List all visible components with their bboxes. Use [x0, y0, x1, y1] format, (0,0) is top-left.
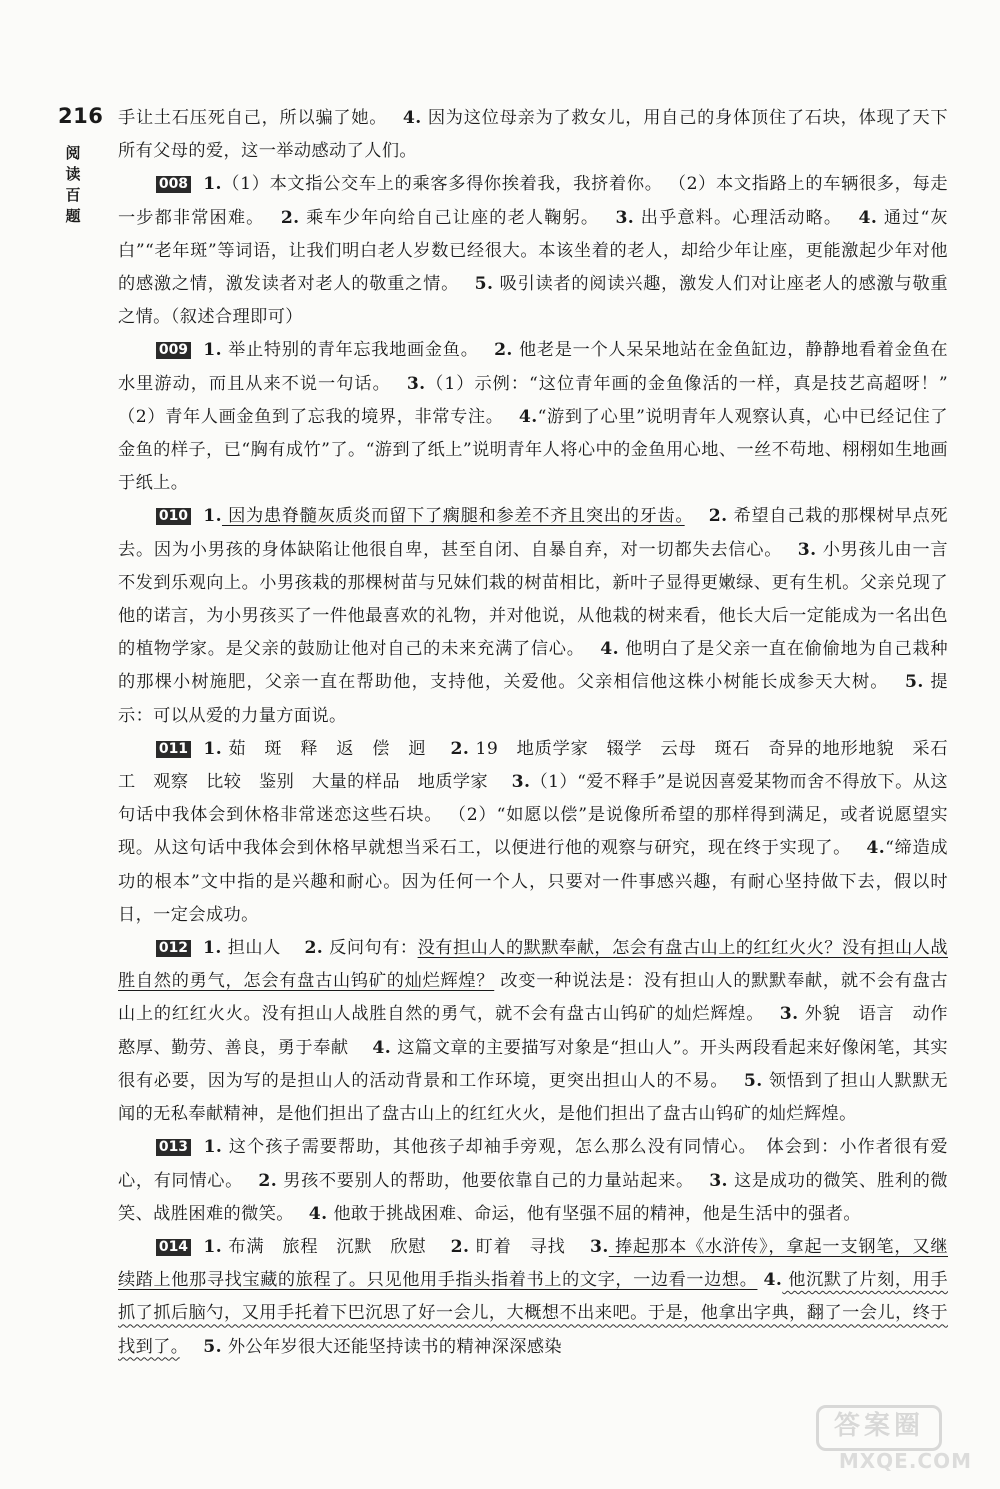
side-label-char: 百 — [65, 186, 81, 204]
section-side-label — [63, 143, 83, 227]
side-label-char: 阅 — [65, 144, 81, 162]
question-number-badge: 008 — [156, 176, 191, 193]
underlined-answer: 因为患脊髓灰质炎而留下了瘸腿和参差不齐且突出的牙齿。 — [221, 506, 685, 527]
answer-014: 014 1. 布满 旅程 沉默 欣慰 2. 盯着 寻找 3. 捧起那本《水浒传》，拿起一支钢笔，又继续踏上他那寻找宝藏的旅程了。只见他用手指头指着书上的文字，一边看一边想。 4. 他沉默了片刻，用手抓了抓后脑勺，又用手托着下巴沉思了好一会儿，大概想不出来吧。于是，他拿出字典，翻了一会儿，终于找到了。 5. 外公年岁很大还能坚持读书的精神深深感染 — [118, 1236, 948, 1357]
watermark-logo: 答案圈 — [816, 1405, 942, 1451]
answer-010: 010 1. 因为患脊髓灰质炎而留下了瘸腿和参差不齐且突出的牙齿。 2. 希望自己栽的那棵树早点死去。因为小男孩的身体缺陷让他很自卑，甚至自闭、自暴自弃，对一切都失去信心。 3. 小男孩儿由一言不发到乐观向上。小男孩栽的那棵树苗与兄妹们栽的树苗相比，新叶子显得更嫩绿、更有生机。父亲兑现了他的诺言，为小男孩买了一件他最喜欢的礼物，并对他说，从他栽的树来看，他长大后一定能成为一名出色的植物学家。是父亲的鼓励让他对自己的未来充满了信心。 4. 他明白了是父亲一直在偷偷地为自己栽种的那棵小树施肥，父亲一直在帮助他，支持他，关爱他。父亲相信他这株小树能长成参天大树。 5. 提示：可以从爱的力量方面说。 — [118, 506, 948, 726]
question-number-badge: 014 — [156, 1239, 191, 1256]
question-number-badge: 009 — [156, 342, 191, 359]
answer-012: 012 1. 担山人 2. 反问句有：没有担山人的默默奉献，怎会有盘古山上的红红火火？没有担山人战胜自然的勇气，怎会有盘古山钨矿的灿烂辉煌？ 改变一种说法是：没有担山人的默默奉献，就不会有盘古山上的红红火火。没有担山人战胜自然的勇气，就不会有盘古山钨矿的灿烂辉煌。 3. 外貌 语言 动作 憨厚、勤劳、善良，勇于奉献 4. 这篇文章的主要描写对象是“担山人”。开头两段看起来好像闲笔，其实很有必要，因为写的是担山人的活动背景和工作环境，更突出担山人的不易。 5. 领悟到了担山人默默无闻的无私奉献精神，是他们担出了盘古山上的红红火火，是他们担出了盘古山钨矿的灿烂辉煌。 — [118, 938, 966, 1125]
answer-013: 013 1. 这个孩子需要帮助，其他孩子却袖手旁观，怎么那么没有同情心。 体会到：小作者很有爱心，有同情心。 2. 男孩不要别人的帮助，他要依靠自己的力量站起来。 3. 这是成功的微笑、胜利的微笑、战胜困难的微笑。 4. 他敢于挑战困难、命运，他有坚强不屈的精神，他是生活中的强者。 — [118, 1137, 949, 1224]
wavy-underlined-answer: 他沉默了片刻，用手抓了抓后脑勺，又用手托着下巴沉思了好一会儿，大概想不出来吧。于是，他拿出字典，翻了一会儿，终于找到了。 — [118, 1270, 948, 1357]
watermark-url: MXQE.COM — [838, 1449, 972, 1473]
answer-011: 011 1. 茹 斑 释 返 偿 迥 2. 19 地质学家 辍学 云母 斑石 奇异的地形地貌 采石工 观察 比较 鉴别 大量的样品 地质学家 3.（1）“爱不释手”是说因喜爱某物而舍不得放下。从这句话中我体会到休格非常迷恋这些石块。 （2）“如愿以偿”是说像所希望的那样得到满足，或者说愿望实现。从这句话中我体会到休格早就想当采石工，以便进行他的观察与研究，现在终于实现了。 4.“缔造成功的根本”文中指的是兴趣和耐心。因为任何一个人，只要对一件事感兴趣，有耐心坚持做下去，假以时日，一定会成功。 — [118, 738, 949, 925]
page-number: 216 — [58, 104, 104, 128]
underlined-answer: 捧起那本《水浒传》，拿起一支钢笔，又继续踏上他那寻找宝藏的旅程了。只见他用手指头指着书上的文字，一边看一边想。 — [118, 1236, 948, 1291]
question-number-badge: 012 — [156, 940, 191, 957]
side-label-char: 读 — [65, 165, 81, 183]
answer-content — [118, 102, 966, 1364]
side-label-char: 题 — [65, 207, 81, 225]
question-number-badge: 010 — [156, 508, 191, 525]
underlined-answer: 没有担山人的默默奉献，怎会有盘古山上的红红火火？没有担山人战胜自然的勇气，怎会有盘古山钨矿的灿烂辉煌？ — [118, 938, 948, 992]
answer-009: 009 1. 举止特别的青年忘我地画金鱼。 2. 他老是一个人呆呆地站在金鱼缸边，静静地看着金鱼在水里游动，而且从来不说一句话。 3.（1）示例：“这位青年画的金鱼像活的一样，真是技艺高超呀！” （2）青年人画金鱼到了忘我的境界，非常专注。 4.“游到了心里”说明青年人观察认真，心中已经记住了金鱼的样子，已“胸有成竹”了。“游到了纸上”说明青年人将心中的金鱼用心地、一丝不苟地、栩栩如生地画于纸上。 — [118, 340, 949, 494]
question-number-badge: 013 — [156, 1139, 191, 1156]
answer-continuation: 手让土石压死自己，所以骗了她。 4. 因为这位母亲为了救女儿，用自己的身体顶住了石块，体现了天下所有父母的爱，这一举动感动了人们。 — [118, 108, 949, 162]
question-number-badge: 011 — [156, 741, 191, 758]
site-watermark — [792, 1405, 972, 1477]
answer-008: 008 1.（1）本文指公交车上的乘客多得你挨着我，我挤着你。 （2）本文指路上的车辆很多，每走一步都非常困难。 2. 乘车少年向给自己让座的老人鞠躬。 3. 出乎意料。心理活动略。 4. 通过“灰白”“老年斑”等词语，让我们明白老人岁数已经很大。本该坐着的老人，却给少年让座，更能激起少年对他的感激之情，激发读者对老人的敬重之情。 5. 吸引读者的阅读兴趣，激发人们对让座老人的感激与敬重之情。（叙述合理即可） — [118, 174, 948, 328]
